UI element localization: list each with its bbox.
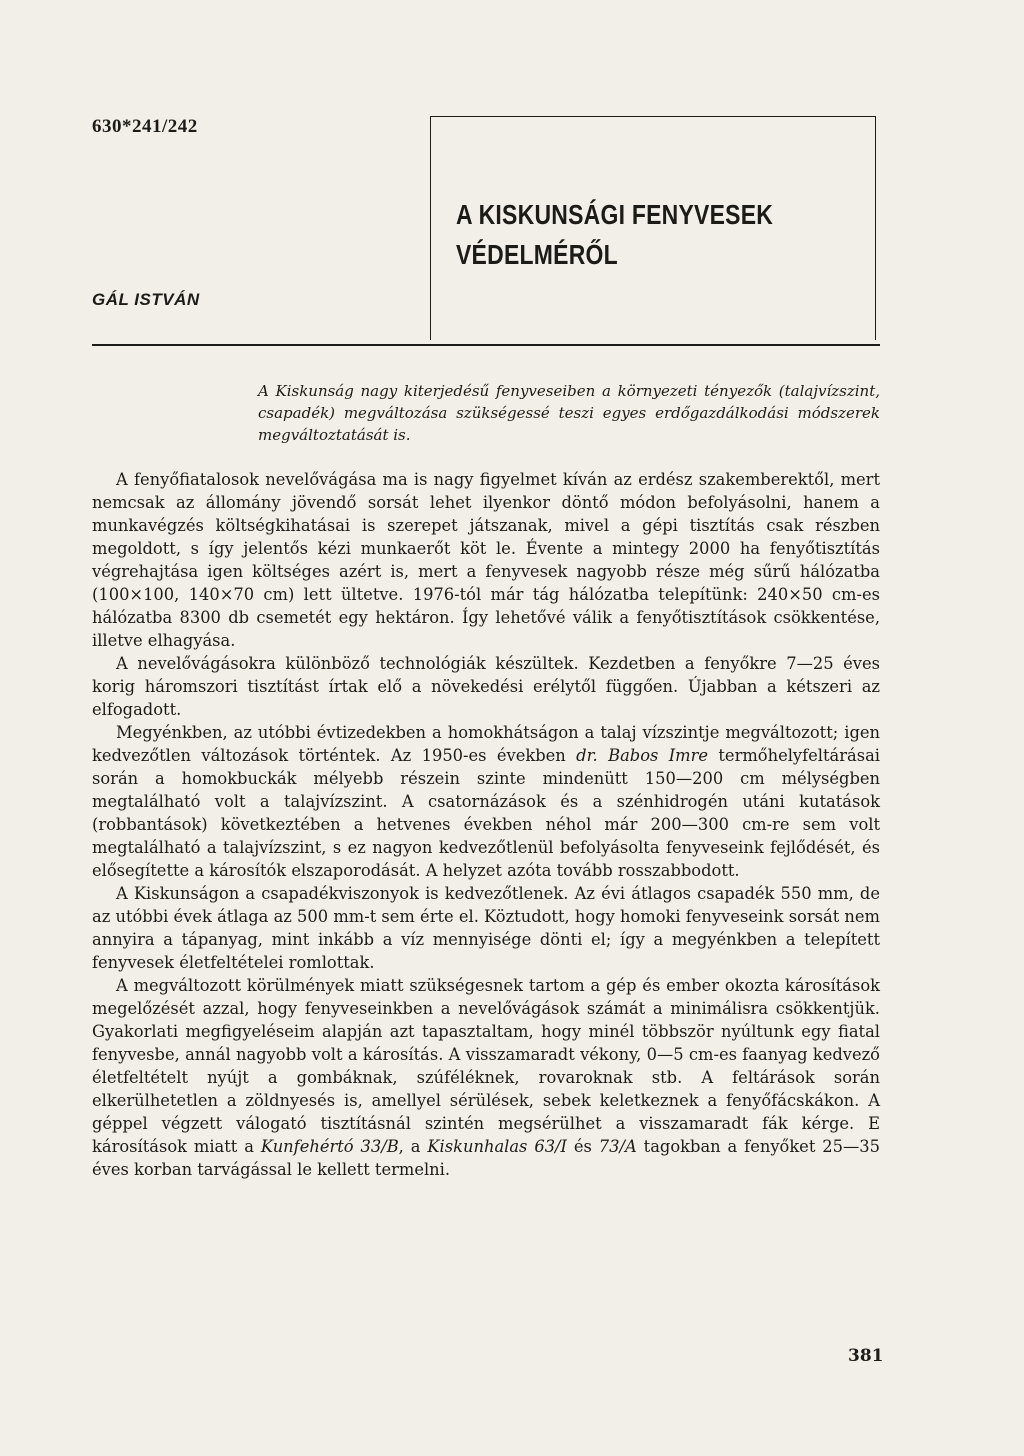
title-line-2: VÉDELMÉRŐL <box>456 239 618 270</box>
paragraph-1: A fenyőfiatalosok nevelővágása ma is nagy figyelmet kíván az erdész szakemberektől, mert nemcsak az állomány jövendő sorsát lehet ilyenkor döntő módon befolyásolni, hanem a munkavégzés költségkihatásai is szerepet játszanak, mivel a gépi tisztítás csak részben megoldott, s így jelentős kézi munkaerőt köt le. Évente a mintegy 2000 ha fenyőtisztítás végrehajtása igen költséges azért is, mert a fenyvesek nagyobb része még sűrű hálózatba (100×100, 140×70 cm) lett ültetve. 1976-tól már tág hálózatba telepítünk: 240×50 cm-es hálózatba 8300 db csemetét egy hektáron. Így lehetővé válik a fenyőtisztítások csökkentése, illetve elhagyása. <box>92 470 880 650</box>
place-name-3: 73/A <box>598 1137 637 1156</box>
abstract: A Kiskunság nagy kiterjedésű fenyveseiben a környezeti tényezők (talajvízszint, csapadék) megváltozása szükségessé teszi egyes erdőgazdálkodási módszerek megváltoztatását is. <box>258 382 880 444</box>
person-name: dr. Babos Imre <box>576 746 709 765</box>
paragraph-3-text-b: termőhelyfeltárásai során a homokbuckák mélyebb részein szinte mindenütt 150—200 cm mélységben megtalálható volt a talajvízszint. A csatornázások és a szénhidrogén utáni kutatások (robbantások) következtében a hetvenes években néhol már 200—300 cm-re sem volt megtalálható a talajvízszint, s ez nagyon kedvezőtlenül befolyásolta fenyveseink fejlődését, és elősegítette a károsítók elszaporodását. A helyzet azóta tovább rosszabbodott. <box>92 746 880 880</box>
place-name-2: Kiskunhalas 63/I <box>427 1137 567 1156</box>
paragraph-5-text-c: és <box>566 1137 599 1156</box>
article-title <box>456 195 773 275</box>
paragraph-2: A nevelővágásokra különböző technológiák készültek. Kezdetben a fenyőkre 7—25 éves korig háromszori tisztítást írtak elő a növekedési erélytől függően. Újabban a kétszeri az elfogadott. <box>92 654 880 719</box>
title-line-1: A KISKUNSÁGI FENYVESEK <box>456 199 774 230</box>
place-name-1: Kunfehértó 33/B <box>260 1137 399 1156</box>
header-rule <box>92 344 880 346</box>
paragraph-5-text-a: A megváltozott körülmények miatt szükségesnek tartom a gép és ember okozta károsítások megelőzését azzal, hogy fenyveseinkben a nevelővágások számát a minimálisra csökkentjük. Gyakorlati megfigyeléseim alapján azt tapasztaltam, hogy minél többször nyúltunk egy fiatal fenyvesbe, annál nagyobb volt a károsítás. A visszamaradt vékony, 0—5 cm-es faanyag kedvező életfeltételt nyújt a gombáknak, szúféléknek, rovaroknak stb. A feltárások során elkerülhetetlen a zöldnyesés is, amellyel sérülések, sebek keletkeznek a fenyőfácskákon. A géppel végzett válogató tisztításnál szintén megsérülhet a visszamaradt fák kérge. E károsítások miatt a <box>92 976 880 1156</box>
udc-classification: 630*241/242 <box>92 116 198 137</box>
page-number: 381 <box>848 1346 884 1366</box>
paragraph-5-text-b: , a <box>398 1137 428 1156</box>
paragraph-5-text-d: tagokban a fenyőket 25—35 éves korban tarvágással le kellett termelni. <box>92 1137 880 1179</box>
paragraph-3-text-a: Megyénkben, az utóbbi évtizedekben a homokhátságon a talaj vízszintje megváltozott; igen kedvezőtlen változások történtek. Az 1950-es években <box>92 723 880 765</box>
article-body <box>92 468 880 1181</box>
paragraph-5 <box>92 974 880 1181</box>
paragraph-4: A Kiskunságon a csapadékviszonyok is kedvezőtlenek. Az évi átlagos csapadék 550 mm, de az utóbbi évek átlaga az 500 mm-t sem érte el. Köztudott, hogy homoki fenyveseink sorsát nem annyira a tápanyag, mint inkább a víz mennyisége dönti el; így a megyénkben a telepített fenyvesek életfeltételei romlottak. <box>92 884 880 972</box>
author-name: GÁL ISTVÁN <box>92 290 200 309</box>
paragraph-3 <box>92 721 880 882</box>
